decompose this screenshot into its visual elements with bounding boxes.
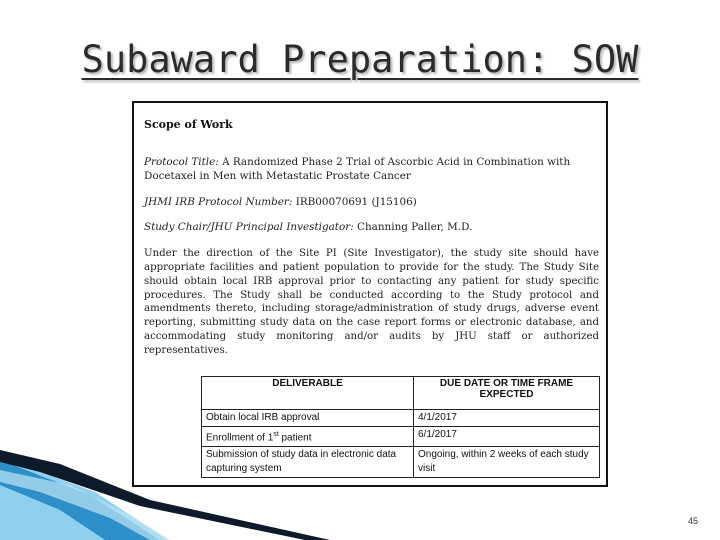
protocol-title-label: Protocol Title:: [144, 156, 219, 168]
irb-number-field: [144, 196, 599, 210]
principal-investigator-label: Study Chair/JHU Principal Investigator:: [144, 221, 354, 234]
table-header-deliverable: DELIVERABLE: [202, 377, 414, 410]
sow-heading: Scope of Work: [144, 118, 233, 131]
table-cell-due: Ongoing, within 2 weeks of each study visit: [414, 447, 600, 478]
table-cell-deliverable: Submission of study data in electronic data capturing system: [202, 447, 414, 478]
irb-number-value: IRB00070691 (J15106): [295, 195, 417, 208]
sow-document-content: [144, 118, 599, 372]
irb-number-label: JHMI IRB Protocol Number:: [144, 195, 293, 208]
protocol-title-field: [144, 156, 599, 184]
table-cell-due: 4/1/2017: [414, 410, 600, 427]
table-header-row: [202, 377, 600, 410]
sow-document-image: [132, 101, 608, 487]
table-row: [202, 410, 600, 427]
table-cell-due: 6/1/2017: [414, 427, 600, 447]
slide-title: Subaward Preparation: SOW: [81, 38, 639, 81]
table-header-due-date: DUE DATE OR TIME FRAME EXPECTED: [414, 377, 600, 410]
deliverable-text-start: Enrollment of 1: [206, 432, 274, 444]
scope-paragraph: Under the direction of the Site PI (Site Investigator), the study site should have appropriate facilities and patient population to provide for the study. The Study Site should obtain local IRB approval prior to contacting any patient for study specific procedures. The Study shall be conducted according to the Study protocol and amendments thereto, including storage/administration of study drugs, adverse event reporting, submitting study data on the case report forms or electronic database, and accommodating study monitoring and/or audits by JHU staff or authorized representatives.: [144, 248, 599, 356]
table-cell-deliverable: Obtain local IRB approval: [202, 410, 414, 427]
deliverable-text-end: patient: [278, 432, 312, 444]
principal-investigator-value: Channing Paller, M.D.: [357, 221, 473, 234]
slide-page-number: 45: [688, 516, 699, 526]
protocol-title-value: A Randomized Phase 2 Trial of Ascorbic Acid in Combination with Docetaxel in Men with Metastatic Prostate Cancer: [144, 156, 571, 182]
principal-investigator-field: [144, 221, 599, 235]
decorative-swoosh: [0, 440, 400, 540]
ordinal-suffix: st: [273, 431, 279, 438]
